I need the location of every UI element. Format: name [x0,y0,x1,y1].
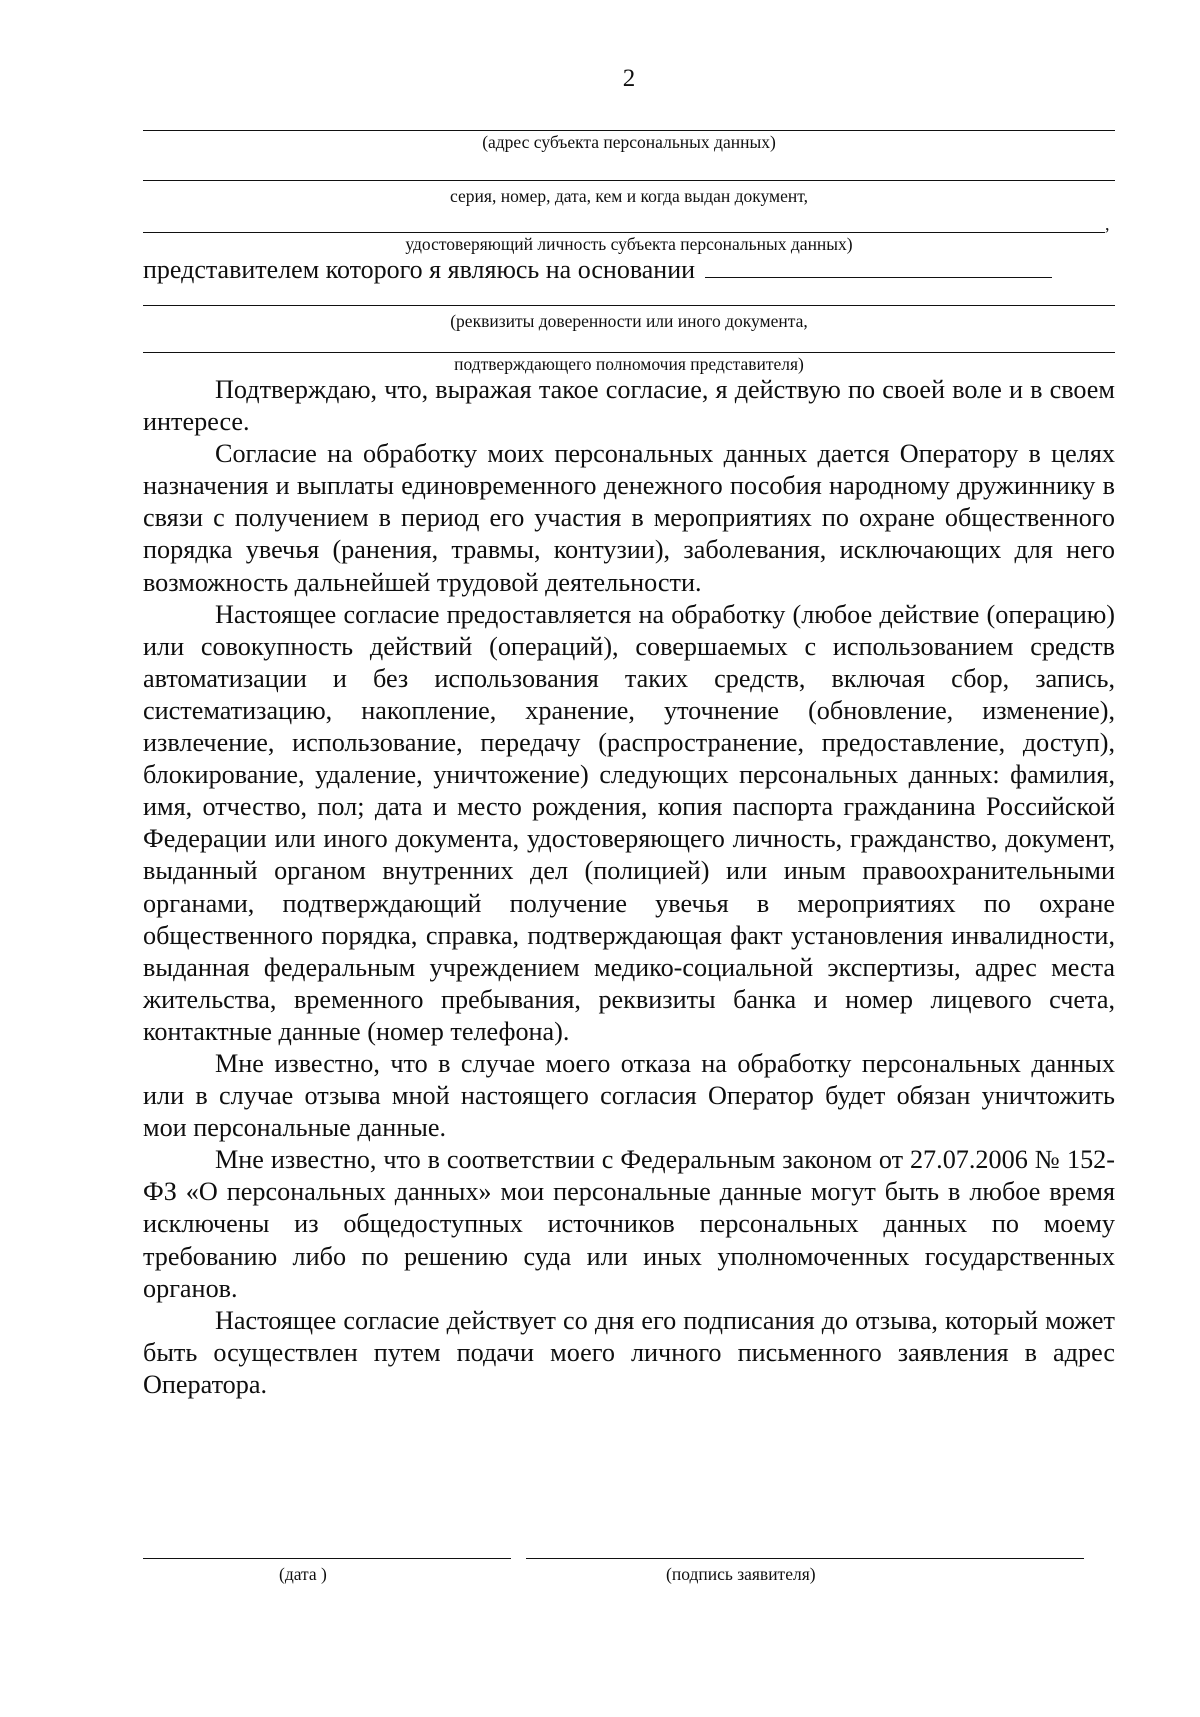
document-line-2-fill[interactable] [143,207,1105,233]
paragraph-validity-term: Настоящее согласие действует со дня его подписания до отзыва, который может быть осуществлен путем подачи моего личного письменного заявления в адрес Оператора. [143,1305,1115,1399]
consent-body [143,374,1115,1401]
document-caption-2: удостоверяющий личность субъекта персональных данных) [405,234,853,254]
page-number: 2 [622,65,636,92]
representative-basis-line[interactable] [705,255,1052,278]
paragraph-processing-scope: Настоящее согласие предоставляется на обработку (любое действие (операцию) или совокупность действий (операций), совершаемых с использованием средств автоматизации и без использования таких средств, включая сбор, запись, систематизацию, накопление, хранение, уточнение (обновление, изменение), извлечение, использование, передачу (распространение, предоставление, доступ), блокирование, удаление, уничтожение) следующих персональных данных: фамилия, имя, отчество, пол; дата и место рождения, копия паспорта гражданина Российской Федерации или иного документа, удостоверяющего личность, гражданство, документ, выданный органом внутренних дел (полицией) или иным правоохранительными органами, подтверждающий получение увечья в мероприятиях по охране общественного порядка, справка, подтверждающая факт установления инвалидности, выданная федеральным учреждением медико-социальной экспертизы, адрес места жительства, временного пребывания, реквизиты банка и номер лицевого счета, контактные данные (номер телефона). [143,599,1115,1046]
proxy-caption-1: (реквизиты доверенности или иного документа, [450,311,808,331]
signature-line[interactable] [526,1557,1084,1559]
proxy-line-2[interactable] [143,332,1115,353]
proxy-line-1[interactable] [143,285,1115,306]
proxy-caption-2: подтверждающего полномочия представителя) [454,354,804,374]
paragraph-consent-purpose: Согласие на обработку моих персональных данных дается Оператору в целях назначения и выплаты единовременного денежного пособия народному дружиннику в связи с получением в период его участия в мероприятиях по охране общественного порядка увечья (ранения, травмы, контузии), заболевания, исключающих для него возможность дальнейшей трудовой деятельности. [143,439,1115,597]
paragraph-will-confirmation: Подтверждаю, что, выражая такое согласие, я действую по своей воле и в своем интересе. [143,375,1115,437]
date-line[interactable] [143,1557,511,1559]
signature-caption: (подпись заявителя) [666,1564,816,1584]
date-caption: (дата ) [279,1564,327,1584]
document-page [143,64,1115,1401]
address-line[interactable] [143,94,1115,131]
document-caption-1: серия, номер, дата, кем и когда выдан документ, [450,186,808,206]
line-end-comma: , [1105,214,1110,234]
representative-text: представителем которого я являюсь на основании [143,255,696,284]
document-line-1[interactable] [143,153,1115,181]
signature-block [143,1557,1083,1617]
document-line-2[interactable] [143,207,1115,233]
paragraph-law-reference: Мне известно, что в соответствии с Федеральным законом от 27.07.2006 № 152-ФЗ «О персональных данных» мои персональные данные могут быть в любое время исключены из общедоступных источников персональных данных по моему требованию либо по решению суда или иных уполномоченных государственных органов. [143,1145,1115,1303]
representative-row [143,255,1115,285]
paragraph-refusal-consequence: Мне известно, что в случае моего отказа на обработку персональных данных или в случае отзыва мной настоящего согласия Оператор будет обязан уничтожить мои персональные данные. [143,1048,1115,1143]
address-caption: (адрес субъекта персональных данных) [482,132,776,152]
